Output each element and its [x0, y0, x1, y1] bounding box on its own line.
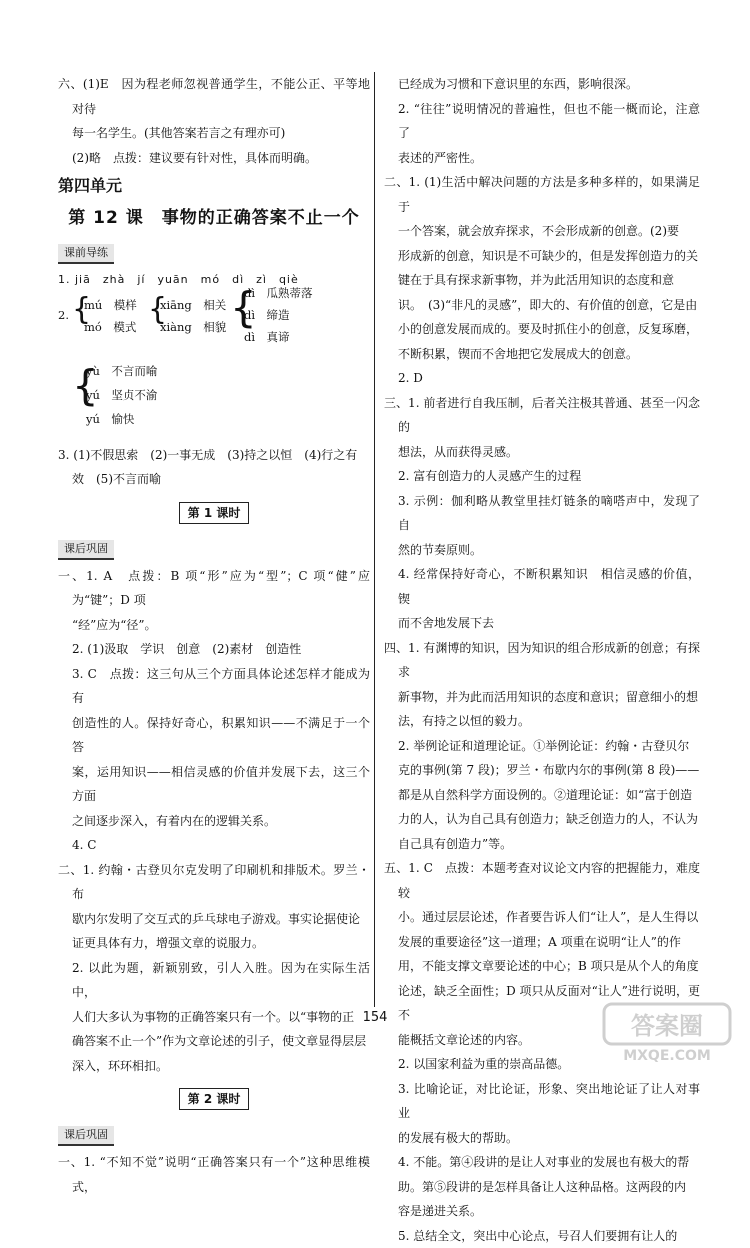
answer-line: 效 (5)不言而喻	[58, 467, 370, 492]
answer-line: 5. 总结全文，突出中心论点，号召人们要拥有让人的	[384, 1224, 700, 1248]
answer-line: 二、1. (1)生活中解决问题的方法是多种多样的，如果满足于	[384, 170, 700, 219]
answer-line: 4. 不能。第④段讲的是让人对事业的发展也有极大的帮	[384, 1150, 700, 1175]
answer-line: 助。第⑤段讲的是怎样具备让人这种品格。这两段的内	[384, 1175, 700, 1200]
answer-line: “经”应为“径”。	[58, 613, 370, 638]
section-tag-pre-class: 课前导练	[58, 244, 114, 264]
pinyin-answer: 1. jiā zhà jí yuān mó dì zì qiè	[58, 268, 370, 293]
answer-line: (2)略 点拨：建议要有针对性，具体而明确。	[58, 146, 370, 171]
answer-line: 一、1. “不知不觉”说明“正确答案只有一个”这种思维模式，	[58, 1150, 370, 1199]
answer-line: 法，有持之以恒的毅力。	[384, 709, 700, 734]
answer-line: 2. (1)汲取 学识 创意 (2)素材 创造性	[58, 637, 370, 662]
answer-line: 克的事例(第 7 段)；罗兰・布歇内尔的事例(第 8 段)——	[384, 758, 700, 783]
answer-line: 人们大多认为事物的正确答案只有一个。以“事物的正	[58, 1005, 370, 1030]
answer-line: 2. 以此为题，新颖别致，引人入胜。因为在实际生活中，	[58, 956, 370, 1005]
answer-line: 每一名学生。(其他答案若言之有理亦可)	[58, 121, 370, 146]
answer-line: 3. 示例：伽利略从教堂里挂灯链条的嘀嗒声中，发现了自	[384, 489, 700, 538]
answer-line: 2. 举例论证和道理论证。①举例论证：约翰・古登贝尔	[384, 734, 700, 759]
answer-line: 能概括文章论述的内容。	[384, 1028, 700, 1053]
answer-line: 不断积累，锲而不舍地把它发展成大的创意。	[384, 342, 700, 367]
svg-text:答案圈: 答案圈	[631, 1012, 703, 1040]
answer-line: 案，运用知识——相信灵感的价值并发展下去，这三个方面	[58, 760, 370, 809]
answer-line: 四、1. 有渊博的知识，因为知识的组合形成新的创意；有探求	[384, 636, 700, 685]
answer-line: 用，不能支撑文章要论述的中心；B 项只是从个人的角度	[384, 954, 700, 979]
session-1-heading: 第 1 课时	[58, 502, 370, 524]
answer-line: 2. 富有创造力的人灵感产生的过程	[384, 464, 700, 489]
answer-line: 证更具体有力，增强文章的说服力。	[58, 931, 370, 956]
answer-line: 已经成为习惯和下意识里的东西，影响很深。	[384, 72, 700, 97]
answer-line: 确答案不止一个”作为文章论述的引子，使文章显得层层	[58, 1029, 370, 1054]
section-tag-post-class: 课后巩固	[58, 1126, 114, 1146]
section-tag-post-class: 课后巩固	[58, 540, 114, 560]
answer-line: 的发展有极大的帮助。	[384, 1126, 700, 1151]
answer-line: 深入，环环相扣。	[58, 1054, 370, 1079]
answer-line: 3. 比喻论证，对比论证，形象、突出地论证了让人对事业	[384, 1077, 700, 1126]
unit-title: 第四单元	[58, 174, 370, 198]
answer-line: 一个答案，就会放弃探求，不会形成新的创意。(2)要	[384, 219, 700, 244]
answer-line: 形成新的创意，知识是不可缺少的，但是发挥创造力的关	[384, 244, 700, 269]
answer-line: 都是从自然科学方面设例的。②道理论证：如“富于创造	[384, 783, 700, 808]
answer-line: 力的人，认为自己具有创造力；缺乏创造力的人，不认为	[384, 807, 700, 832]
answer-line: 然的节奏原则。	[384, 538, 700, 563]
answer-line: 2. “往往”说明情况的普遍性，但也不能一概而论，注意了	[384, 97, 700, 146]
lesson-title: 第 12 课 事物的正确答案不止一个	[58, 204, 370, 232]
answer-line: 想法，从而获得灵感。	[384, 440, 700, 465]
answer-line: 小的创意发展而成的。要及时抓住小的创意，反复琢磨，	[384, 317, 700, 342]
answer-line: 发展的重要途径”这一道理；A 项重在说明“让人”的作	[384, 930, 700, 955]
answer-line: 容是递进关系。	[384, 1199, 700, 1224]
session-2-heading: 第 2 课时	[58, 1088, 370, 1110]
answer-line: 新事物，并为此而活用知识的态度和意识；留意细小的想	[384, 685, 700, 710]
right-column	[384, 72, 700, 1248]
answer-line: 表述的严密性。	[384, 146, 700, 171]
answer-line: 之间逐步深入，有着内在的逻辑关系。	[58, 809, 370, 834]
answer-line: 一、1. A 点拨：B 项“形”应为“型”；C 项“健”应为“键”；D 项	[58, 564, 370, 613]
answer-line: 自己具有创造力”等。	[384, 832, 700, 857]
answer-line: 歇内尔发明了交互式的乒乓球电子游戏。事实论据使论	[58, 907, 370, 932]
answer-line: 创造性的人。保持好奇心，积累知识——不满足于一个答	[58, 711, 370, 760]
character-groups: 2. { mú 模样 mó 模式 { xiāng 相关 xiàng 相貌 { dì 瓜熟蒂落 dì 缔造 dì 真谛 { yù 不言而喻 yú 坚贞不渝 yú 愉快	[58, 293, 370, 443]
column-divider	[374, 72, 375, 1007]
answer-line: 六、(1)E 因为程老师忽视普通学生，不能公正、平等地对待	[58, 72, 370, 121]
answer-line: 4. C	[58, 833, 370, 858]
answer-line: 3. (1)不假思索 (2)一事无成 (3)持之以恒 (4)行之有	[58, 443, 370, 468]
answer-line: 2. D	[384, 366, 700, 391]
answer-line: 4. 经常保持好奇心，不断积累知识 相信灵感的价值，锲	[384, 562, 700, 611]
answer-line: 三、1. 前者进行自我压制，后者关注极其普通、甚至一闪念的	[384, 391, 700, 440]
answer-line: 2. 以国家利益为重的崇高品德。	[384, 1052, 700, 1077]
answer-line: 论述，缺乏全面性；D 项只从反面对“让人”进行说明，更不	[384, 979, 700, 1028]
page-number: 154	[0, 1010, 750, 1025]
answer-line: 五、1. C 点拨：本题考查对议论文内容的把握能力，难度较	[384, 856, 700, 905]
answer-line: 而不舍地发展下去	[384, 611, 700, 636]
svg-text:MXQE.COM: MXQE.COM	[623, 1048, 711, 1064]
answer-line: 3. C 点拨：这三句从三个方面具体论述怎样才能成为有	[58, 662, 370, 711]
answer-line: 小。通过层层论述，作者要告诉人们“让人”，是人生得以	[384, 905, 700, 930]
answer-line: 键在于具有探求新事物，并为此活用知识的态度和意	[384, 268, 700, 293]
answer-line: 二、1. 约翰・古登贝尔克发明了印刷机和排版术。罗兰・布	[58, 858, 370, 907]
watermark-logo	[602, 1002, 732, 1064]
left-column	[58, 72, 370, 1199]
answer-line: 识。 (3)“非凡的灵感”，即大的、有价值的创意，它是由	[384, 293, 700, 318]
